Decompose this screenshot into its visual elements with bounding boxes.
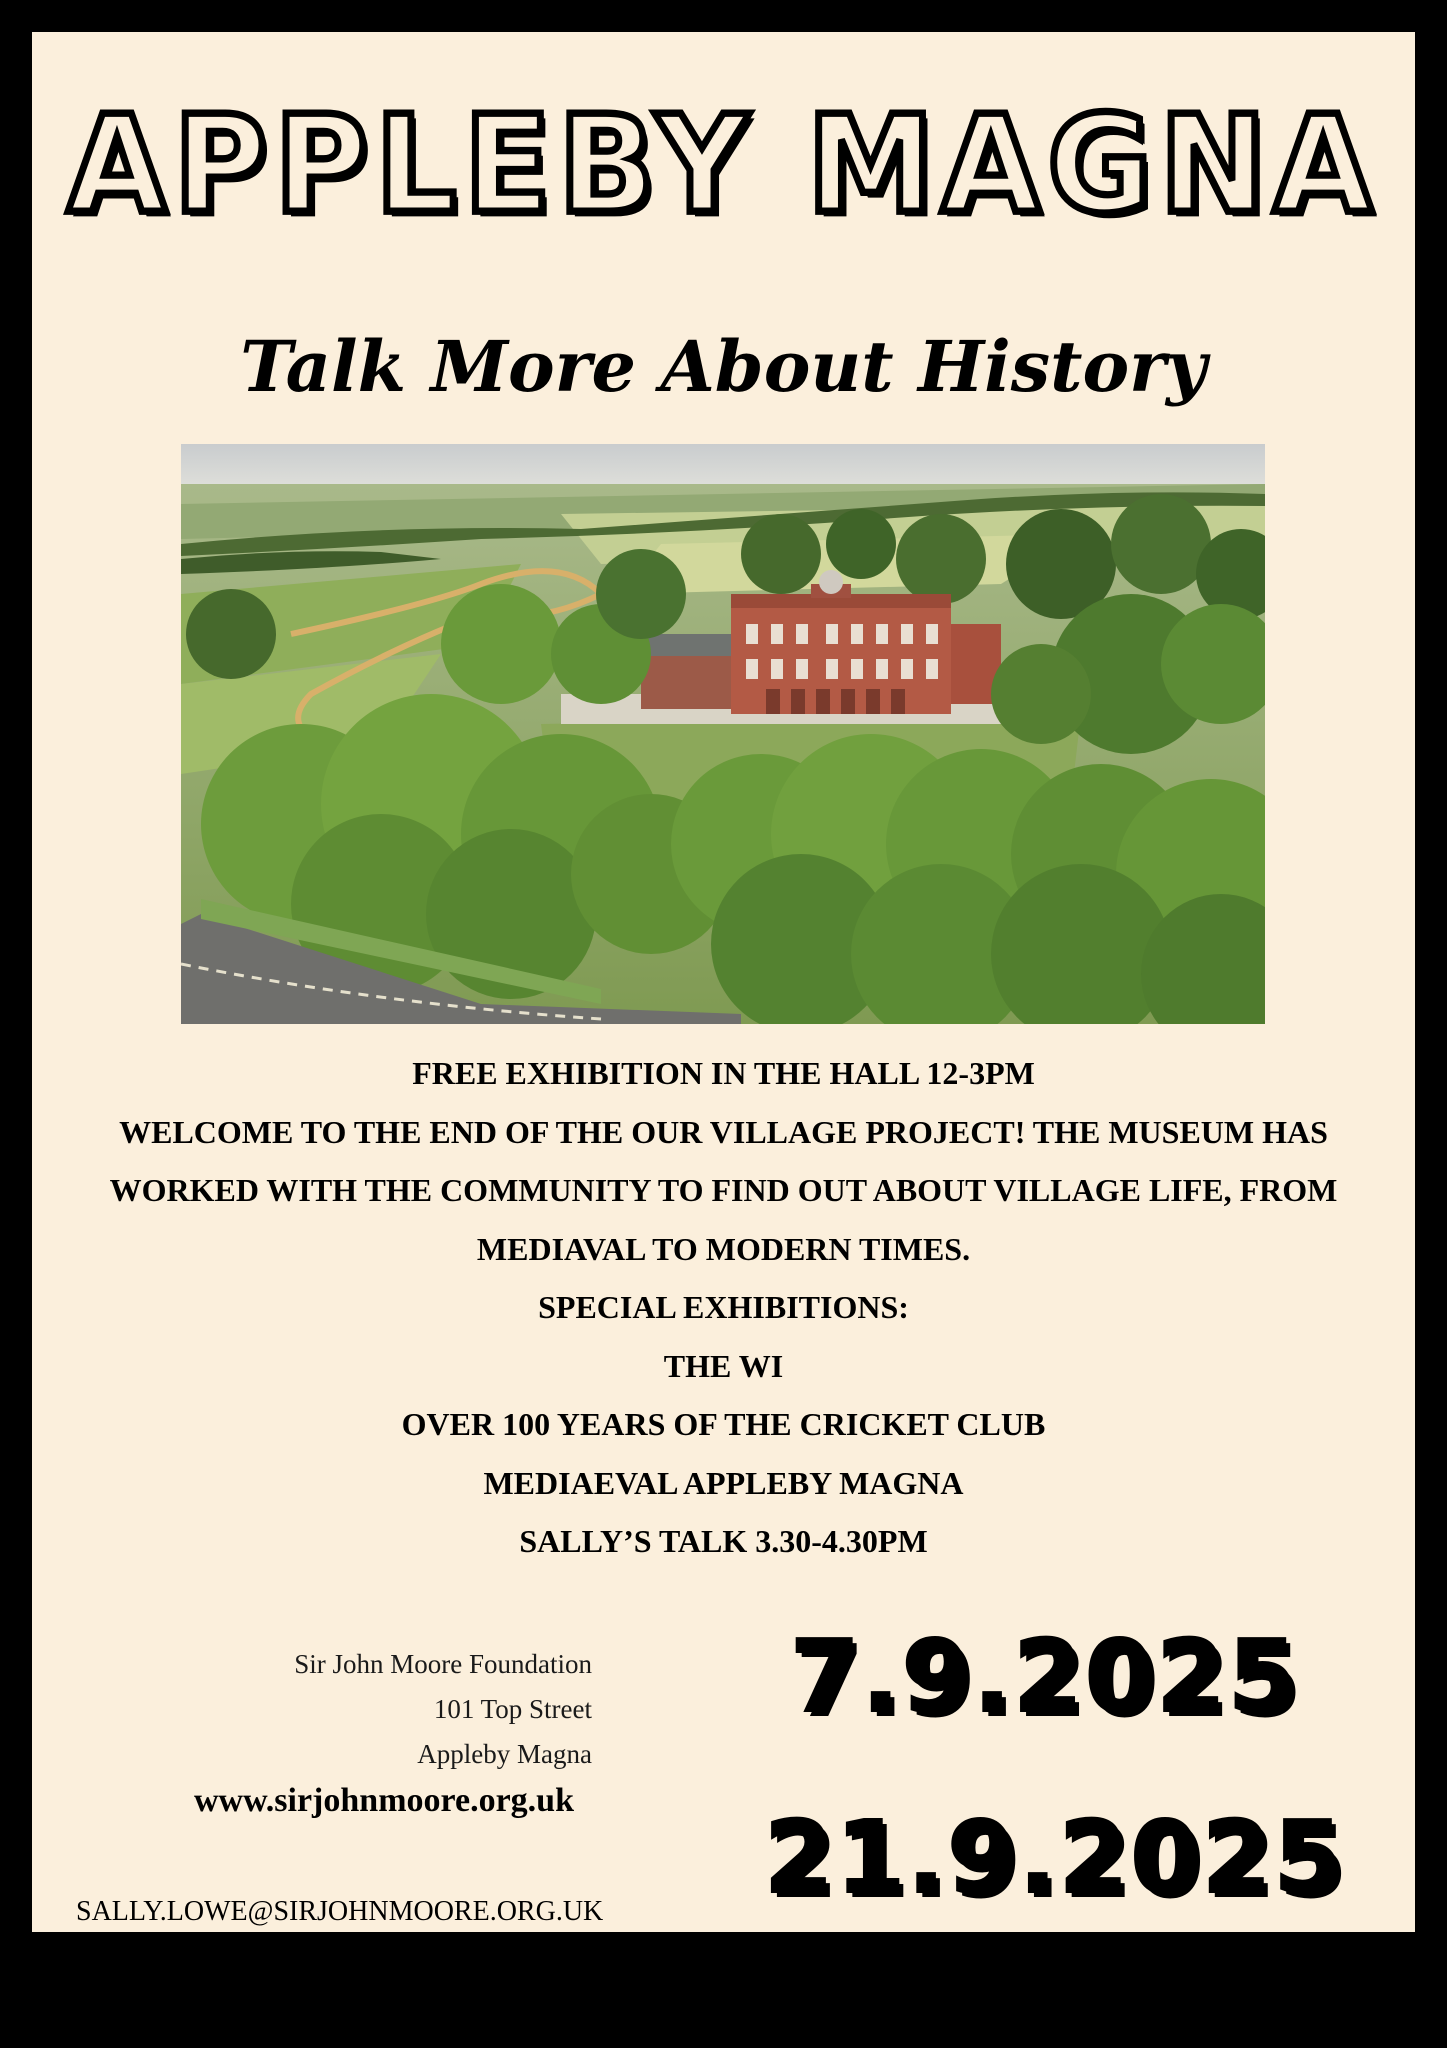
email-link[interactable]: SALLY.LOWE@SIRJOHNMOORE.ORG.UK (76, 1896, 604, 1927)
address-line-3: Appleby Magna (417, 1739, 592, 1769)
description-line-2: WORKED WITH THE COMMUNITY TO FIND OUT ABOUT VILLAGE LIFE, FROM (109, 1172, 1338, 1208)
event-date-2: 21.9.2025 (764, 1799, 1346, 1916)
exhibition-item-wi: THE WI (663, 1347, 784, 1384)
website-link[interactable]: www.sirjohnmoore.org.uk (194, 1782, 574, 1819)
description-line-1: WELCOME TO THE END OF THE OUR VILLAGE PROJECT! THE MUSEUM HAS (119, 1113, 1328, 1150)
poster-subtitle: Talk More About History (240, 325, 1207, 408)
event-poster (32, 32, 1415, 1932)
special-exhibitions-heading: SPECIAL EXHIBITIONS: (538, 1289, 909, 1325)
exhibition-item-mediaeval: MEDIAEVAL APPLEBY MAGNA (483, 1464, 964, 1501)
poster-title: APPLEBY MAGNA (67, 87, 1380, 244)
exhibition-headline: FREE EXHIBITION IN THE HALL 12-3PM (412, 1055, 1035, 1091)
exhibition-item-cricket: OVER 100 YEARS OF THE CRICKET CLUB (401, 1406, 1046, 1442)
address-block (132, 1642, 592, 1777)
description-line-3: MEDIAVAL TO MODERN TIMES. (476, 1230, 971, 1267)
event-details (32, 1044, 1415, 1571)
address-line-1: Sir John Moore Foundation (294, 1649, 592, 1679)
event-date-1: 7.9.2025 (790, 1618, 1300, 1735)
aerial-hall-photo (181, 444, 1265, 1024)
address-line-2: 101 Top Street (433, 1694, 592, 1724)
talk-time: SALLY’S TALK 3.30-4.30PM (519, 1523, 928, 1559)
